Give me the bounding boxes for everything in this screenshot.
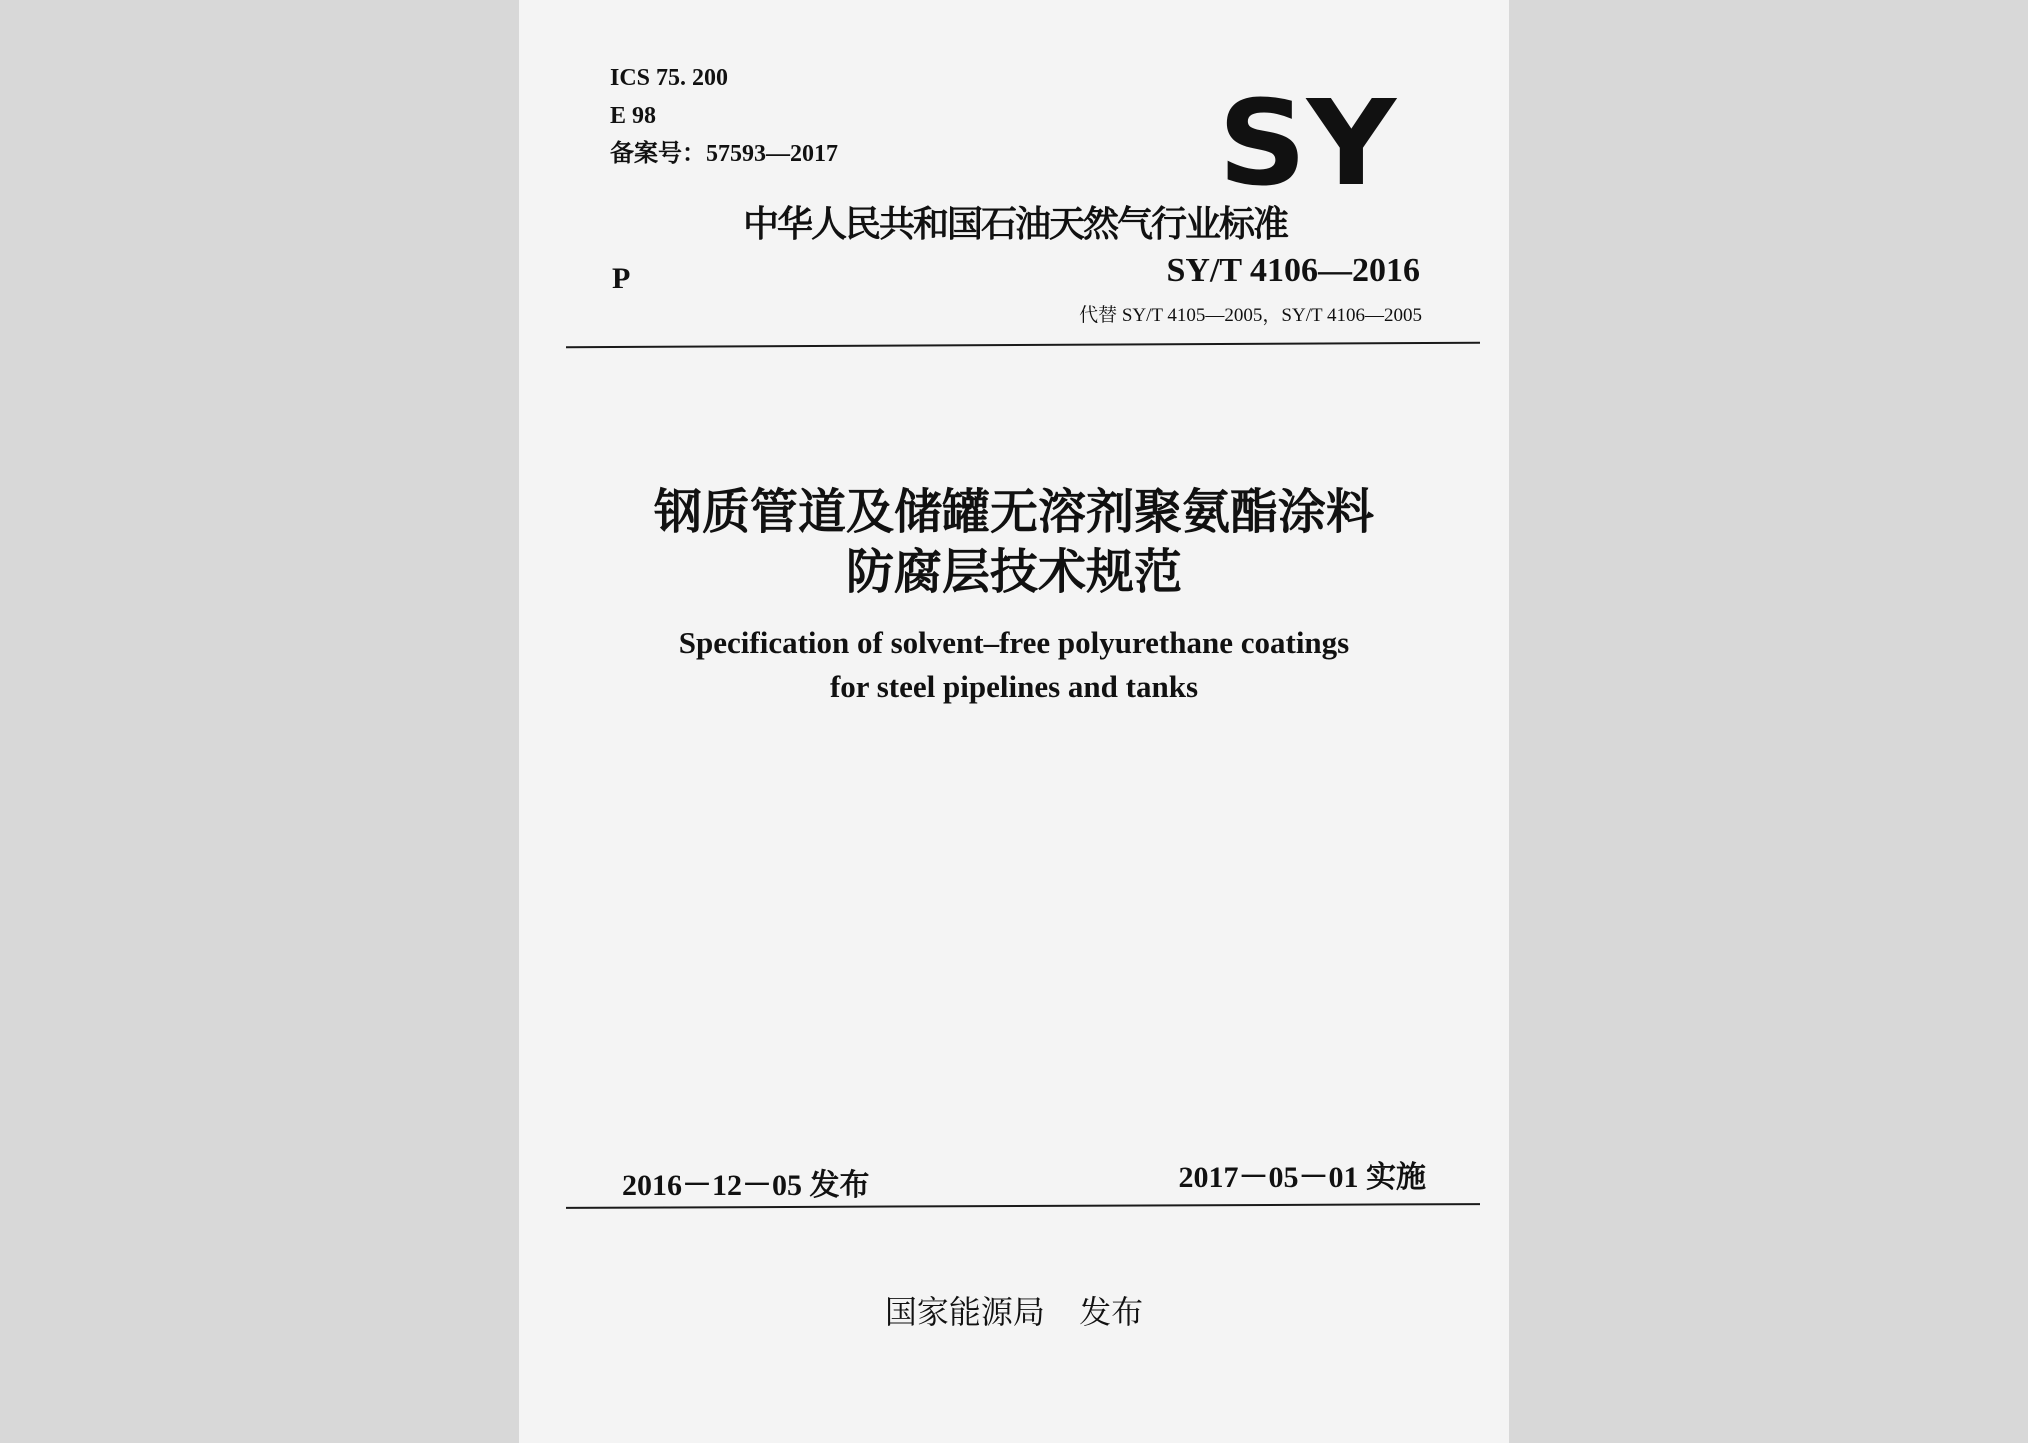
standard-title: 中华人民共和国石油天然气行业标准 — [743, 204, 1288, 245]
document-page — [519, 0, 1509, 1443]
english-title-line-2: for steel pipelines and tanks — [829, 669, 1199, 704]
ics-code: ICS 75. 200 — [610, 65, 729, 91]
issue-date: 2016－12－05 发布 — [622, 1169, 870, 1202]
record-number: 备案号：57593—2017 — [610, 141, 838, 167]
sy-logo — [1212, 72, 1402, 202]
standard-code: SY/T 4106—2016 — [1166, 252, 1420, 289]
header-divider — [566, 342, 1480, 348]
sy-logo-text: SY — [1218, 74, 1398, 202]
chinese-title-line-1: 钢质管道及储罐无溶剂聚氨酯涂料 — [653, 484, 1374, 540]
english-title-line-1: Specification of solvent–free polyurethane coatings — [678, 625, 1350, 660]
chinese-title-line-2: 防腐层技术规范 — [845, 544, 1182, 600]
category-letter: P — [612, 262, 631, 295]
issuing-authority: 国家能源局 发布 — [884, 1293, 1144, 1331]
replaces-note: 代替 SY/T 4105—2005，SY/T 4106—2005 — [1079, 305, 1422, 326]
implementation-date: 2017－05－01 实施 — [1178, 1161, 1426, 1194]
classification-code: E 98 — [610, 103, 657, 129]
